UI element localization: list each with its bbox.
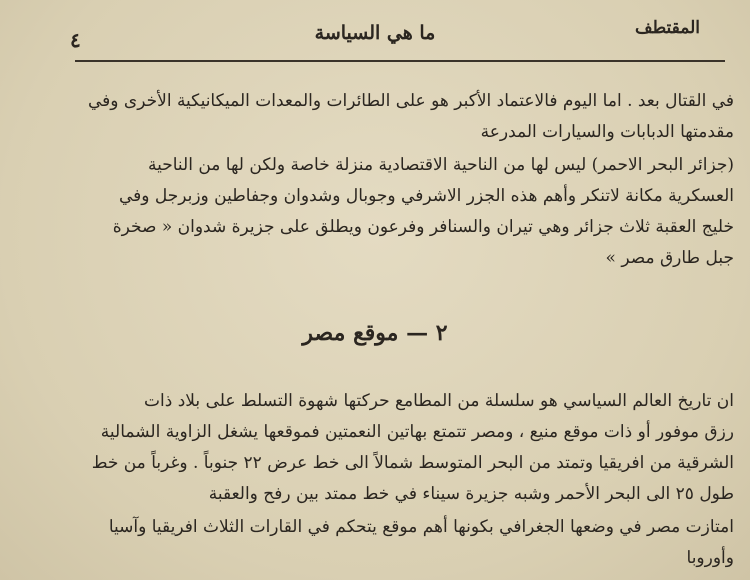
paragraph-line: خليج العقبة ثلاث جزائر وهي تيران والسنافر وفرعون ويطلق على جزيرة شدوان « صخرة [112,217,734,237]
paragraph-line: جبل طارق مصر » [605,248,734,268]
paragraph-line: رزق موفور أو ذات موقع منيع ، ومصر تتمتع بهاتين النعمتين فموقعها يشغل الزاوية الشمالية [100,422,734,442]
journal-name: المقتطف [634,18,700,38]
paragraph-line: وأوروبا [686,548,734,568]
running-title: ما هي السياسة [314,22,436,44]
page-header [50,10,700,50]
header-divider [75,60,725,62]
page-number: ٤ [70,28,81,52]
paragraph-line: (جزائر البحر الاحمر) ليس لها من الناحية الاقتصادية منزلة خاصة ولكن لها من الناحية [147,155,734,175]
paragraph-line: طول ٢٥ الى البحر الأحمر وشبه جزيرة سيناء في خط ممتد بين رفح والعقبة [208,484,734,504]
paragraph-line: امتازت مصر في وضعها الجغرافي بكونها أهم موقع يتحكم في القارات الثلاث افريقيا وآسيا [108,517,734,537]
paragraph-line: العسكرية مكانة لاتنكر وأهم هذه الجزر الاشرفي وجوبال وشدوان وجفاطين وزبرجل وفي [118,186,734,206]
paragraph-line: مقدمتها الدبابات والسيارات المدرعة [480,122,734,142]
section-heading: ٢ — موقع مصر [302,320,448,346]
paragraph-line: ان تاريخ العالم السياسي هو سلسلة من المطامع حركتها شهوة التسلط على بلاد ذات [144,391,734,411]
paragraph-line: في القتال بعد . اما اليوم فالاعتماد الأكبر هو على الطائرات والمعدات الميكانيكية الأخرى وفي [88,91,734,111]
paragraph-line: الشرقية من افريقيا وتمتد من البحر المتوسط شمالاً الى خط عرض ٢٢ جنوباً . وغرباً من خط [91,453,734,473]
